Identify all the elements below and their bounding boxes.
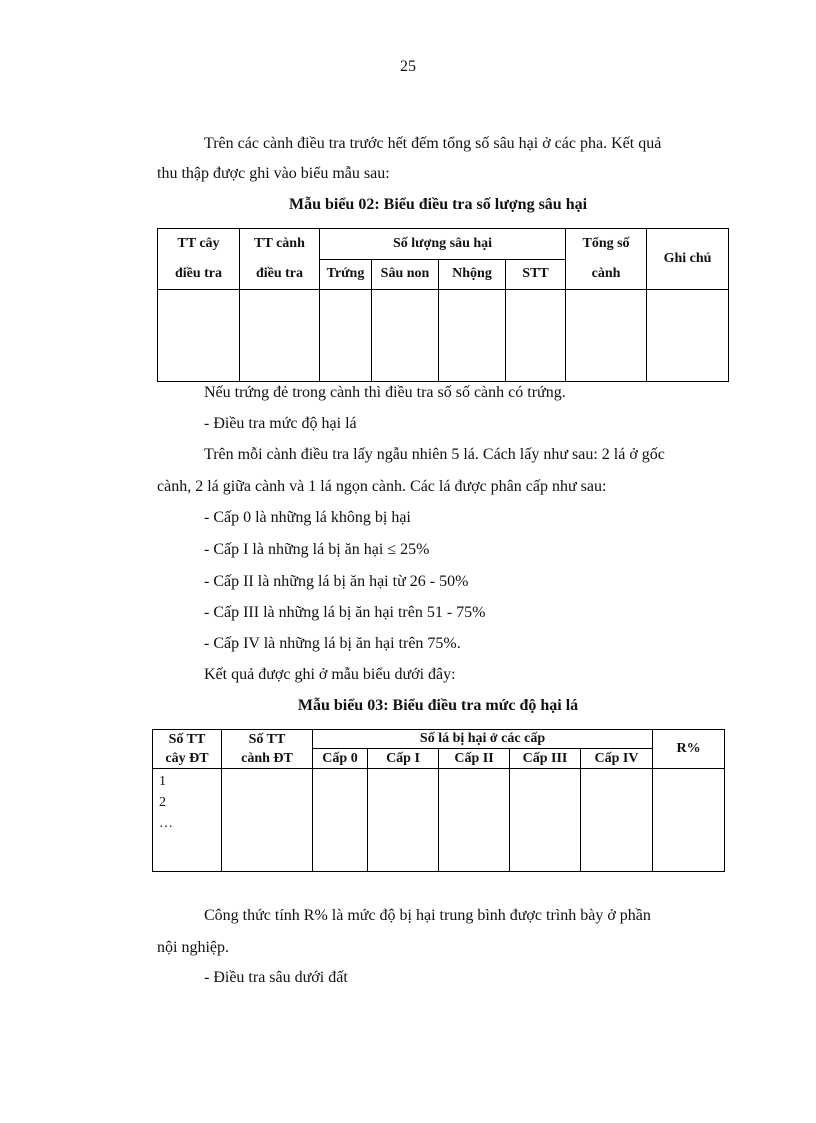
empty-cell	[222, 769, 313, 872]
header-tree-no: Số TT cây ĐT	[153, 730, 222, 769]
header-grade-0: Cấp 0	[313, 749, 368, 769]
empty-cell	[372, 290, 439, 382]
empty-cell	[240, 290, 320, 382]
paragraph-sampling-line1: Trên mỗi cành điều tra lấy ngẫu nhiên 5 lá. Cách lấy như sau: 2 lá ở gốc	[204, 446, 665, 463]
line-eggs: Nếu trứng đẻ trong cành thì điều tra số số cành có trứng.	[204, 384, 566, 401]
row-label: 1	[159, 774, 166, 789]
header-grade-4: Cấp IV	[581, 749, 653, 769]
grade-1: - Cấp I là những lá bị ăn hại ≤ 25%	[204, 541, 430, 558]
grade-3: - Cấp III là những lá bị ăn hại trên 51 - 75%	[204, 604, 486, 621]
empty-cell	[320, 290, 372, 382]
leaf-damage-table	[152, 729, 725, 872]
header-larva: Sâu non	[372, 259, 439, 290]
pest-count-table	[157, 228, 729, 382]
header-branch: TT cành điều tra	[240, 229, 320, 290]
header-grade-2: Cấp II	[439, 749, 510, 769]
paragraph-formula-line2: nội nghiệp.	[157, 939, 229, 956]
header-pupa: Nhộng	[439, 259, 506, 290]
header-r-percent: R%	[653, 730, 725, 769]
empty-cell	[439, 290, 506, 382]
empty-cell	[368, 769, 439, 872]
empty-cell	[439, 769, 510, 872]
line-result: Kết quả được ghi ở mẫu biểu dưới đây:	[204, 666, 456, 683]
line-soil-survey: - Điều tra sâu dưới đất	[204, 969, 348, 986]
empty-cell	[653, 769, 725, 872]
paragraph-intro-line1: Trên các cành điều tra trước hết đếm tổng số sâu hại ở các pha. Kết quả	[204, 135, 662, 152]
grade-2: - Cấp II là những lá bị ăn hại từ 26 - 50%	[204, 573, 469, 590]
paragraph-sampling-line2: cành, 2 lá giữa cành và 1 lá ngọn cành. Các lá được phân cấp như sau:	[157, 478, 607, 495]
table1-caption: Mẫu biểu 02: Biểu điều tra số lượng sâu hại	[288, 196, 588, 213]
row-label: 2	[159, 795, 166, 810]
empty-cell	[313, 769, 368, 872]
header-grade-3: Cấp III	[510, 749, 581, 769]
table2-caption: Mẫu biểu 03: Biểu điều tra mức độ hại lá	[297, 697, 579, 714]
header-note: Ghi chú	[647, 229, 729, 290]
empty-cell	[566, 290, 647, 382]
grade-4: - Cấp IV là những lá bị ăn hại trên 75%.	[204, 635, 461, 652]
row-labels	[153, 769, 222, 872]
line-leaf-survey: - Điều tra mức độ hại lá	[204, 415, 357, 432]
empty-cell	[647, 290, 729, 382]
empty-cell	[158, 290, 240, 382]
paragraph-intro-line2: thu thập được ghi vào biểu mẫu sau:	[157, 165, 390, 182]
header-total: Tổng số cành	[566, 229, 647, 290]
grade-0: - Cấp 0 là những lá không bị hại	[204, 509, 411, 526]
empty-cell	[506, 290, 566, 382]
header-tree: TT cây điều tra	[158, 229, 240, 290]
header-branch-no: Số TT cành ĐT	[222, 730, 313, 769]
empty-cell	[510, 769, 581, 872]
row-label: …	[159, 816, 173, 831]
header-pest-count: Số lượng sâu hại	[320, 229, 566, 260]
header-egg: Trứng	[320, 259, 372, 290]
empty-cell	[581, 769, 653, 872]
page-number: 25	[400, 58, 416, 75]
header-adult: STT	[506, 259, 566, 290]
paragraph-formula-line1: Công thức tính R% là mức độ bị hại trung bình được trình bày ở phần	[204, 907, 651, 924]
header-damaged-leaves: Số lá bị hại ở các cấp	[313, 730, 653, 749]
header-grade-1: Cấp I	[368, 749, 439, 769]
